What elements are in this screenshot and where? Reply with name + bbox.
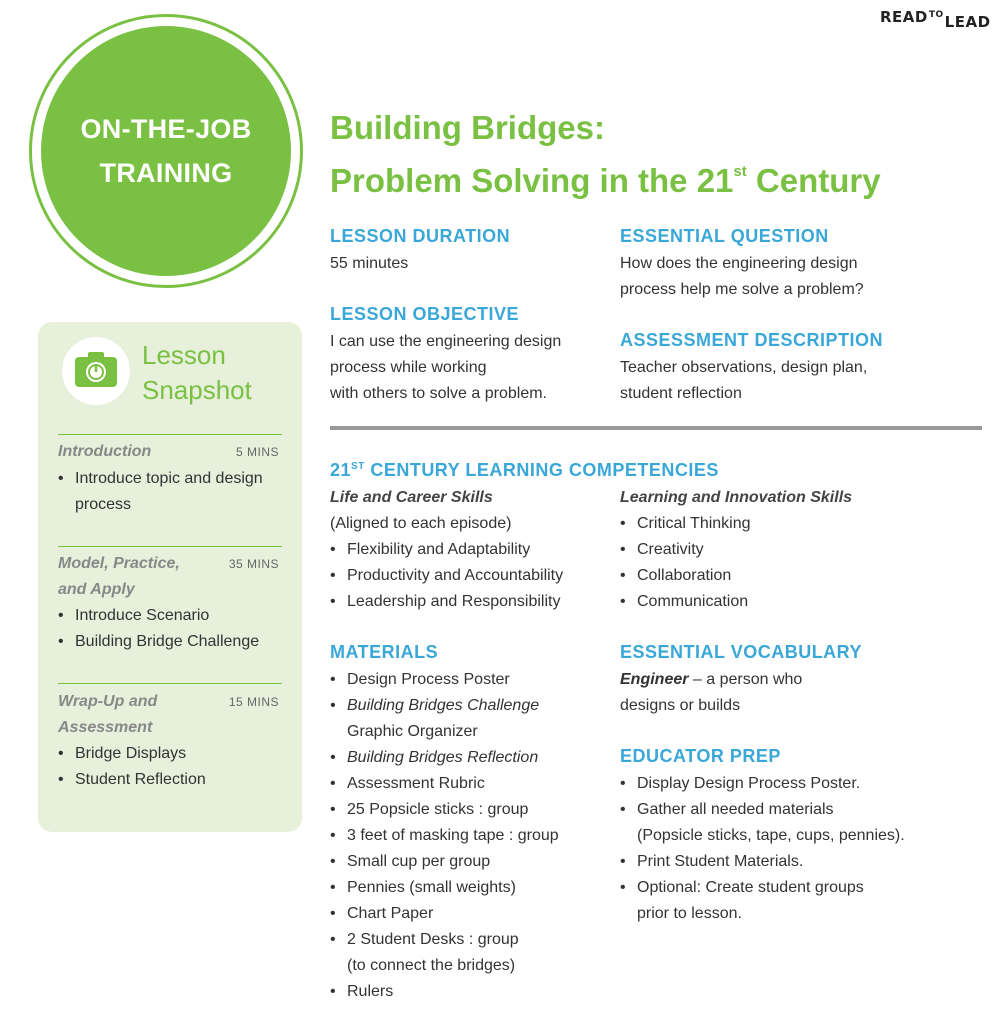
- title-line-2-pre: Problem Solving in the 21: [330, 162, 734, 199]
- list-item-continued: [620, 823, 905, 849]
- prep-continued-text: prior to lesson.: [637, 905, 742, 922]
- list-item: • Display Design Process Poster.: [620, 771, 905, 797]
- list-item: [58, 466, 288, 518]
- logo-lead: LEAD: [944, 13, 991, 31]
- list-item: • Building Bridges Challenge: [330, 693, 559, 719]
- snapshot-section-list: [58, 603, 288, 655]
- vocabulary-heading: ESSENTIAL VOCABULARY: [620, 642, 863, 662]
- snapshot-section-name-line: and Apply: [58, 581, 135, 598]
- logo-to: TO: [928, 10, 944, 20]
- list-item: • Assessment Rubric: [330, 771, 559, 797]
- materials-continued-text: Graphic Organizer: [347, 723, 478, 740]
- list-item-continued: [620, 901, 905, 927]
- list-item: • 25 Popsicle sticks : group: [330, 797, 559, 823]
- list-item: • Introduce Scenario: [58, 603, 288, 629]
- list-item-continued: [330, 953, 559, 979]
- snapshot-section-name: [58, 551, 180, 603]
- snapshot-section-mins: 15 MINS: [228, 695, 279, 709]
- snapshot-section-mins: 5 MINS: [235, 445, 279, 459]
- title-line-2-post: Century: [746, 162, 881, 199]
- competencies-heading: [330, 460, 719, 481]
- life-career-title: Life and Career Skills: [330, 489, 493, 506]
- snapshot-divider: [58, 683, 282, 684]
- snapshot-divider: [58, 546, 282, 547]
- on-the-job-training-badge: [41, 26, 291, 276]
- read-to-lead-logo: [880, 8, 991, 31]
- competencies-heading-post: CENTURY LEARNING COMPETENCIES: [364, 460, 719, 480]
- list-item: • Gather all needed materials: [620, 797, 905, 823]
- camera-icon: [62, 337, 130, 405]
- assessment-line: student reflection: [620, 385, 742, 402]
- learning-innovation-title: Learning and Innovation Skills: [620, 489, 853, 506]
- assessment-heading: ASSESSMENT DESCRIPTION: [620, 330, 884, 350]
- badge-line-1: ON-THE-JOB: [80, 114, 252, 144]
- question-line: process help me solve a problem?: [620, 281, 864, 298]
- assessment-line: Teacher observations, design plan,: [620, 359, 868, 376]
- snapshot-section-mins: 35 MINS: [228, 557, 279, 571]
- title-superscript: st: [733, 163, 747, 180]
- snapshot-item-text: process: [75, 496, 132, 513]
- snapshot-section-name-line: Model, Practice,: [58, 555, 180, 572]
- competencies-heading-pre: 21: [330, 460, 352, 480]
- list-item: • Critical Thinking: [620, 511, 852, 537]
- list-item: • Bridge Displays: [58, 741, 288, 767]
- logo-read: READ: [880, 8, 928, 26]
- essential-question-text: [620, 251, 864, 303]
- objective-line: process while working: [330, 359, 487, 376]
- list-item: • Print Student Materials.: [620, 849, 905, 875]
- life-career-note: (Aligned to each episode): [330, 515, 512, 532]
- snapshot-section-list: [58, 741, 288, 793]
- vocabulary-definition: [620, 667, 802, 719]
- assessment-text: [620, 355, 867, 407]
- life-career-skills: [330, 485, 563, 615]
- badge-line-2: TRAINING: [99, 158, 233, 188]
- snapshot-title: [142, 338, 252, 408]
- materials-heading: MATERIALS: [330, 642, 439, 662]
- prep-continued-text: (Popsicle sticks, tape, cups, pennies).: [637, 827, 905, 844]
- list-item: • 3 feet of masking tape : group: [330, 823, 559, 849]
- list-item: • Leadership and Responsibility: [330, 589, 563, 615]
- snapshot-section-name: [58, 689, 157, 741]
- list-item: • 2 Student Desks : group: [330, 927, 559, 953]
- objective-line: I can use the engineering design: [330, 333, 562, 350]
- vocabulary-term: Engineer: [620, 671, 689, 688]
- snapshot-section-name-line: Wrap-Up and: [58, 693, 158, 710]
- educator-prep-heading: EDUCATOR PREP: [620, 746, 781, 766]
- list-item: • Building Bridges Reflection: [330, 745, 559, 771]
- list-item: • Flexibility and Adaptability: [330, 537, 563, 563]
- materials-list: [330, 667, 559, 1005]
- snapshot-divider: [58, 434, 282, 435]
- list-item: • Collaboration: [620, 563, 852, 589]
- list-item: • Design Process Poster: [330, 667, 559, 693]
- lesson-objective-heading: LESSON OBJECTIVE: [330, 304, 520, 324]
- list-item: • Chart Paper: [330, 901, 559, 927]
- snapshot-section-name: Introduction: [58, 443, 152, 460]
- competencies-heading-sup: ST: [351, 461, 365, 472]
- snapshot-item-text: Introduce topic and design: [75, 470, 263, 487]
- page-title: [330, 106, 881, 203]
- list-item: • Pennies (small weights): [330, 875, 559, 901]
- objective-line: with others to solve a problem.: [330, 385, 547, 402]
- list-item: • Small cup per group: [330, 849, 559, 875]
- educator-prep-list: [620, 771, 905, 927]
- list-item: • Optional: Create student groups: [620, 875, 905, 901]
- list-item-continued: [330, 719, 559, 745]
- list-item: • Creativity: [620, 537, 852, 563]
- essential-question-heading: ESSENTIAL QUESTION: [620, 226, 829, 246]
- list-item: • Rulers: [330, 979, 559, 1005]
- section-divider: [330, 426, 982, 430]
- snapshot-section-list: [58, 466, 288, 518]
- list-item: • Communication: [620, 589, 852, 615]
- vocabulary-def-2: designs or builds: [620, 697, 741, 714]
- title-line-1: Building Bridges:: [330, 109, 605, 146]
- learning-innovation-skills: [620, 485, 852, 615]
- question-line: How does the engineering design: [620, 255, 858, 272]
- lesson-objective-text: [330, 329, 561, 407]
- list-item: • Student Reflection: [58, 767, 288, 793]
- list-item: • Productivity and Accountability: [330, 563, 563, 589]
- list-item: • Building Bridge Challenge: [58, 629, 288, 655]
- lesson-duration-value: 55 minutes: [330, 255, 409, 272]
- snapshot-section-name-line: Assessment: [58, 719, 153, 736]
- snapshot-title-line-1: Lesson: [142, 340, 226, 370]
- materials-continued-text: (to connect the bridges): [347, 957, 516, 974]
- snapshot-title-line-2: Snapshot: [142, 375, 252, 405]
- title-line-2: [330, 150, 881, 203]
- lesson-duration-heading: LESSON DURATION: [330, 226, 511, 246]
- vocabulary-def-1: – a person who: [688, 671, 803, 688]
